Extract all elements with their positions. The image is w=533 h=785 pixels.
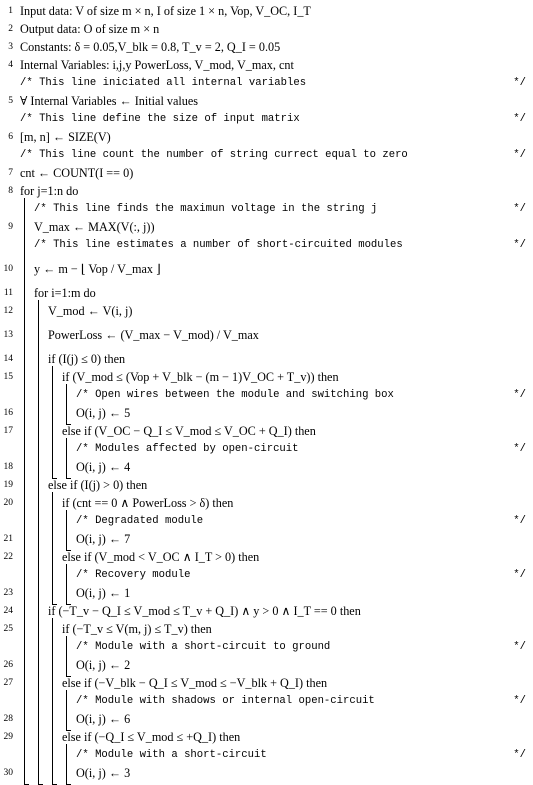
- statement-text: PowerLoss ← (V_max − V_mod) / V_max: [48, 328, 259, 342]
- line-number: 27: [3, 678, 13, 688]
- block-bar: [38, 300, 39, 784]
- line-number: 19: [3, 480, 13, 490]
- algorithm-line: [0, 56, 533, 74]
- statement-text: O(i, j) ← 6: [76, 712, 131, 726]
- comment-line: [0, 440, 533, 458]
- comment-line: [0, 236, 533, 254]
- block-bar-foot: [52, 478, 57, 479]
- algorithm-line: [0, 218, 533, 236]
- comment-text: /* Recovery module: [76, 569, 191, 581]
- algorithm-line: [0, 128, 533, 146]
- statement-text: for i=1:m do: [34, 286, 96, 300]
- block-bar-foot: [66, 424, 71, 425]
- algorithm-line: [0, 458, 533, 476]
- algorithm-line: [0, 494, 533, 512]
- comment-end-marker: */: [513, 695, 526, 707]
- algorithm-line: [0, 284, 533, 302]
- line-number: 25: [3, 624, 13, 634]
- comment-line: [0, 200, 533, 218]
- algorithm-line: [0, 710, 533, 728]
- line-number: 30: [3, 768, 13, 778]
- algorithm-line: [0, 422, 533, 440]
- algorithm-line: [0, 602, 533, 620]
- comment-end-marker: */: [513, 749, 526, 761]
- comment-line: [0, 110, 533, 128]
- comment-line: [0, 74, 533, 92]
- line-number: 3: [8, 42, 13, 52]
- comment-text: /* This line estimates a number of short-circuited modules: [34, 239, 403, 251]
- statement-text: cnt ← COUNT(I == 0): [20, 166, 134, 180]
- line-number: 6: [8, 132, 13, 142]
- block-bar-foot: [66, 604, 71, 605]
- line-number: 5: [8, 96, 13, 106]
- line-number: 9: [8, 222, 13, 232]
- algorithm-line: [0, 620, 533, 638]
- statement-text: O(i, j) ← 3: [76, 766, 131, 780]
- statement-text: V_max ← MAX(V(:, j)): [34, 220, 155, 234]
- block-bar: [66, 438, 67, 478]
- block-bar: [52, 366, 53, 478]
- comment-end-marker: */: [513, 239, 526, 251]
- statement-text: [m, n] ← SIZE(V): [20, 130, 111, 144]
- algorithm-line: [0, 548, 533, 566]
- line-number: 26: [3, 660, 13, 670]
- algorithm-line: [0, 728, 533, 746]
- algorithm-line: [0, 404, 533, 422]
- block-bar-foot: [66, 676, 71, 677]
- algorithm-line: [0, 764, 533, 782]
- statement-text: if (−T_v ≤ V(m, j) ≤ T_v) then: [62, 622, 212, 636]
- comment-text: /* Modules affected by open-circuit: [76, 443, 299, 455]
- line-number: 2: [8, 24, 13, 34]
- statement-text: Internal Variables: i,j,y PowerLoss, V_mod, V_max, cnt: [20, 58, 294, 72]
- statement-text: O(i, j) ← 4: [76, 460, 131, 474]
- line-number: 15: [3, 372, 13, 382]
- comment-end-marker: */: [513, 569, 526, 581]
- comment-line: [0, 386, 533, 404]
- line-number: 7: [8, 168, 13, 178]
- line-number: 18: [3, 462, 13, 472]
- statement-text: Output data: O of size m × n: [20, 22, 160, 36]
- line-number: 20: [3, 498, 13, 508]
- statement-text: O(i, j) ← 7: [76, 532, 131, 546]
- algorithm-line: [0, 656, 533, 674]
- comment-end-marker: */: [513, 443, 526, 455]
- comment-line: [0, 638, 533, 656]
- statement-text: V_mod ← V(i, j): [48, 304, 133, 318]
- statement-text: else if (−Q_I ≤ V_mod ≤ +Q_I) then: [62, 730, 241, 744]
- comment-line: [0, 566, 533, 584]
- comment-end-marker: */: [513, 113, 526, 125]
- algorithm-line: [0, 674, 533, 692]
- comment-line: [0, 146, 533, 164]
- line-number: 10: [3, 264, 13, 274]
- line-number: 13: [3, 330, 13, 340]
- line-number: 22: [3, 552, 13, 562]
- block-bar: [66, 384, 67, 424]
- algorithm-line: [0, 584, 533, 602]
- statement-text: if (V_mod ≤ (Vop + V_blk − (m − 1)V_OC + T_v)) then: [62, 370, 339, 384]
- algorithm-line: [0, 182, 533, 200]
- block-bar: [24, 198, 25, 784]
- algorithm-line: [0, 320, 533, 350]
- line-number: 12: [3, 306, 13, 316]
- algorithm-line: [0, 530, 533, 548]
- comment-line: [0, 746, 533, 764]
- comment-end-marker: */: [513, 203, 526, 215]
- algorithm-line: [0, 254, 533, 284]
- statement-text: else if (I(j) > 0) then: [48, 478, 148, 492]
- comment-text: /* Module with a short-circuit to ground: [76, 641, 331, 653]
- comment-end-marker: */: [513, 77, 526, 89]
- statement-text: y ← m − ⌊ Vop / V_max ⌋: [34, 262, 161, 276]
- statement-text: if (cnt == 0 ∧ PowerLoss > δ) then: [62, 496, 234, 510]
- block-bar-foot: [66, 550, 71, 551]
- algorithm-line: [0, 368, 533, 386]
- statement-text: if (I(j) ≤ 0) then: [48, 352, 126, 366]
- statement-text: O(i, j) ← 5: [76, 406, 131, 420]
- line-number: 16: [3, 408, 13, 418]
- block-bar: [52, 618, 53, 784]
- line-number: 1: [8, 6, 13, 16]
- statement-text: for j=1:n do: [20, 184, 79, 198]
- algorithm-line: [0, 2, 533, 20]
- statement-text: O(i, j) ← 1: [76, 586, 131, 600]
- statement-text: else if (−V_blk − Q_I ≤ V_mod ≤ −V_blk + Q_I) then: [62, 676, 328, 690]
- statement-text: Constants: δ = 0.05,V_blk = 0.8, T_v = 2, Q_I = 0.05: [20, 40, 281, 54]
- line-number: 28: [3, 714, 13, 724]
- line-number: 8: [8, 186, 13, 196]
- algorithm-line: [0, 476, 533, 494]
- block-bar: [66, 636, 67, 676]
- statement-text: else if (V_OC − Q_I ≤ V_mod ≤ V_OC + Q_I) then: [62, 424, 316, 438]
- algorithm-line: [0, 92, 533, 110]
- algorithm-line: [0, 164, 533, 182]
- comment-line: [0, 512, 533, 530]
- comment-line: [0, 692, 533, 710]
- algorithm-line: [0, 350, 533, 368]
- comment-text: /* Module with shadows or internal open-circuit: [76, 695, 375, 707]
- statement-text: ∀ Internal Variables ← Initial values: [20, 94, 199, 108]
- algorithm-line: [0, 38, 533, 56]
- line-number: 23: [3, 588, 13, 598]
- comment-end-marker: */: [513, 515, 526, 527]
- statement-text: else if (V_mod < V_OC ∧ I_T > 0) then: [62, 550, 260, 564]
- line-number: 4: [8, 60, 13, 70]
- block-bar: [66, 510, 67, 550]
- comment-text: /* This line count the number of string currect equal to zero: [20, 149, 408, 161]
- statement-text: if (−T_v − Q_I ≤ V_mod ≤ T_v + Q_I) ∧ y > 0 ∧ I_T == 0 then: [48, 604, 361, 618]
- line-number: 14: [3, 354, 13, 364]
- block-bar-foot: [66, 478, 71, 479]
- statement-text: Input data: V of size m × n, I of size 1 × n, Vop, V_OC, I_T: [20, 4, 311, 18]
- line-number: 17: [3, 426, 13, 436]
- comment-text: /* This line define the size of input matrix: [20, 113, 300, 125]
- comment-text: /* This line finds the maximun voltage in the string j: [34, 203, 378, 215]
- statement-text: O(i, j) ← 2: [76, 658, 131, 672]
- algorithm-line: [0, 302, 533, 320]
- block-bar-foot: [52, 604, 57, 605]
- line-number: 29: [3, 732, 13, 742]
- line-number: 24: [3, 606, 13, 616]
- line-number: 21: [3, 534, 13, 544]
- comment-end-marker: */: [513, 389, 526, 401]
- comment-end-marker: */: [513, 149, 526, 161]
- algorithm-line: [0, 20, 533, 38]
- comment-text: /* This line iniciated all internal variables: [20, 77, 307, 89]
- block-bar-foot: [66, 730, 71, 731]
- block-bar: [66, 690, 67, 730]
- comment-text: /* Degradated module: [76, 515, 204, 527]
- comment-text: /* Open wires between the module and switching box: [76, 389, 394, 401]
- block-bar: [52, 492, 53, 604]
- comment-text: /* Module with a short-circuit: [76, 749, 267, 761]
- block-bar: [66, 564, 67, 604]
- comment-end-marker: */: [513, 641, 526, 653]
- block-bar: [66, 744, 67, 784]
- line-number: 11: [3, 288, 13, 298]
